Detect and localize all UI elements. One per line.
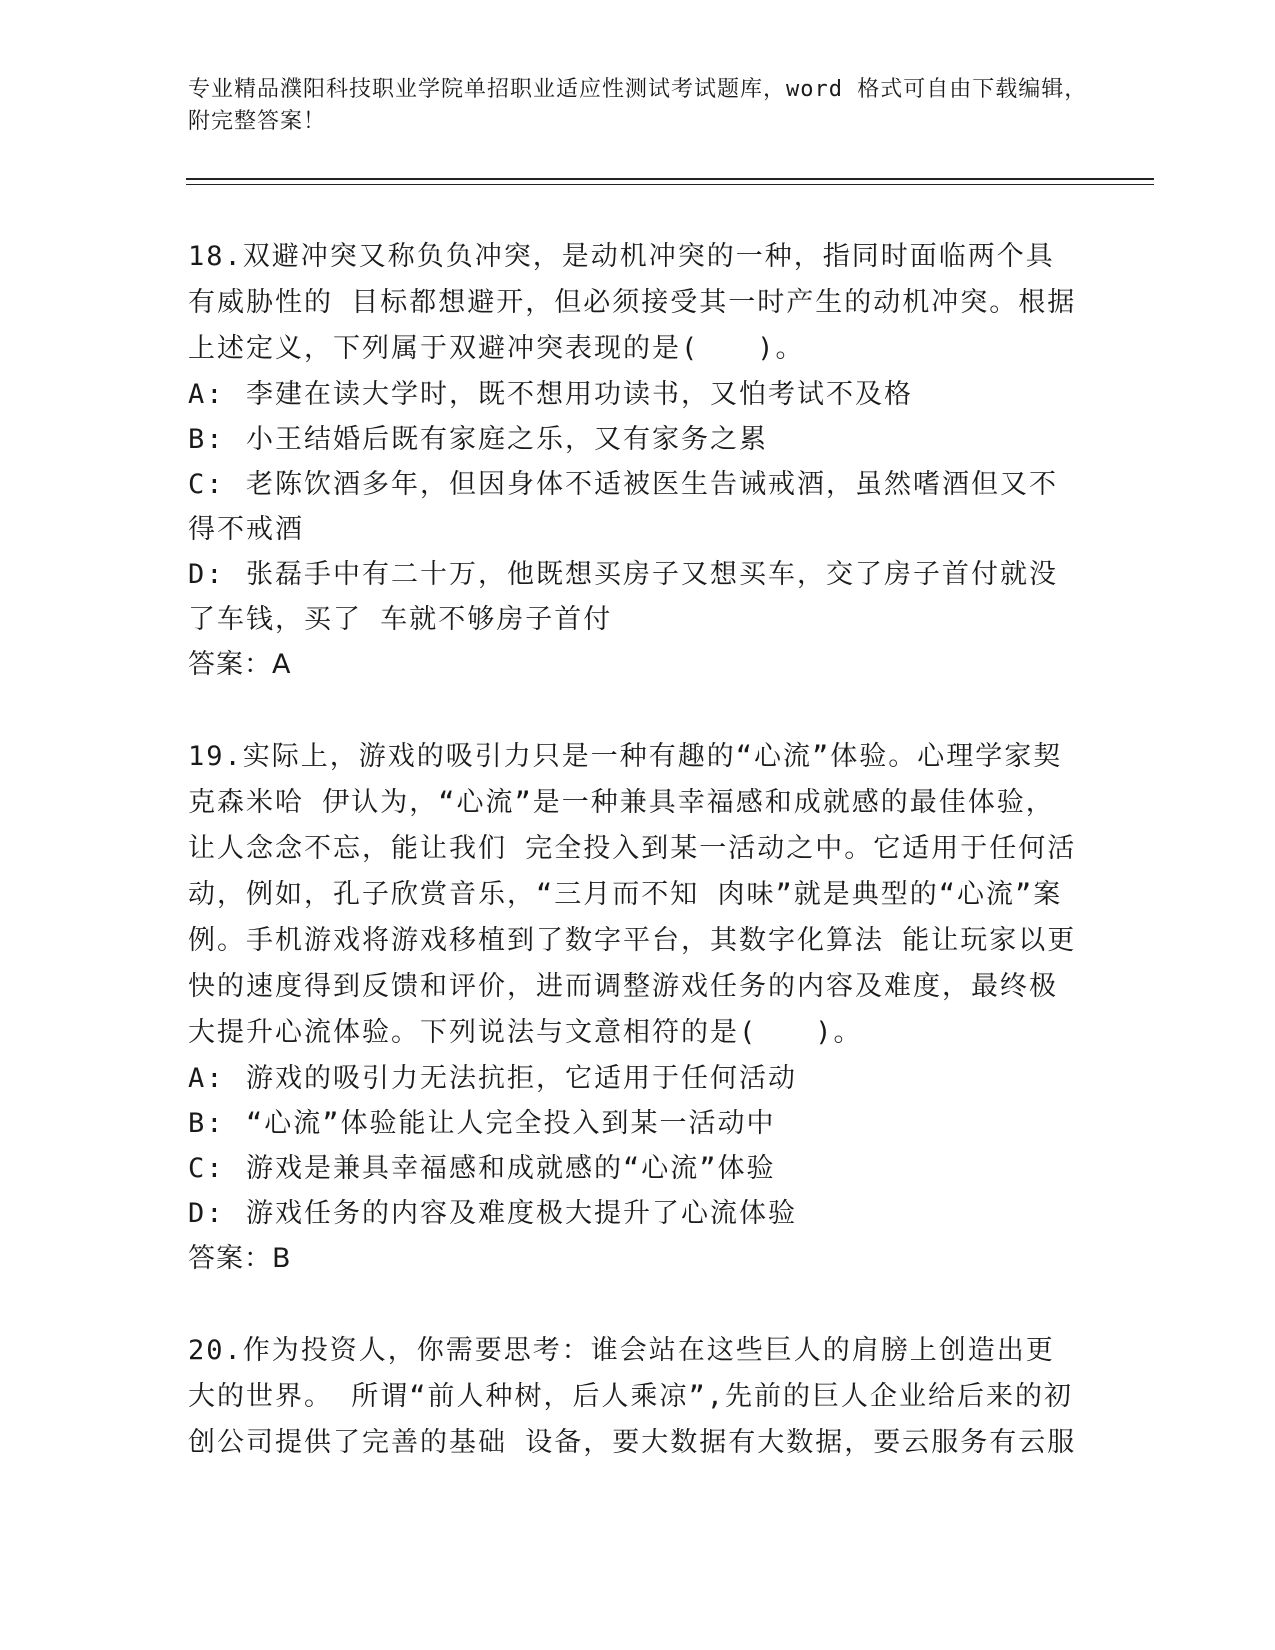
question-text: 18.双避冲突又称负负冲突，是动机冲突的一种，指同时面临两个具有威胁性的 目标都想避开，但必须接受其一时产生的动机冲突。根据上述定义，下列属于双避冲突表现的是( )。 <box>188 241 1077 364</box>
option-text: “心流”体验能让人完全投入到某一活动中 <box>246 1108 776 1139</box>
option-a <box>188 372 1078 417</box>
page-header: 专业精品濮阳科技职业学院单招职业适应性测试考试题库，word 格式可自由下载编辑，附完整答案！ <box>188 77 1088 134</box>
option-a <box>188 1056 1078 1101</box>
header-rule-thick <box>186 178 1154 180</box>
answer-label: 答案：A <box>188 649 292 680</box>
header-rule-thin <box>186 184 1154 185</box>
spacer <box>188 1282 1078 1328</box>
answer-label: 答案：B <box>188 1243 292 1274</box>
option-d <box>188 1191 1078 1236</box>
option-text: 张磊手中有二十万，他既想买房子又想买车，交了房子首付就没了车钱，买了 车就不够房子首付 <box>188 559 1058 635</box>
option-letter: D: <box>188 1198 225 1229</box>
option-letter: C: <box>188 469 225 500</box>
question-20 <box>188 1328 1078 1466</box>
option-text: 游戏任务的内容及难度极大提升了心流体验 <box>246 1198 797 1229</box>
question-19 <box>188 734 1078 1282</box>
option-letter: A: <box>188 1063 225 1094</box>
option-text: 游戏是兼具幸福感和成就感的“心流”体验 <box>246 1153 776 1184</box>
question-18 <box>188 234 1078 688</box>
question-text: 20.作为投资人，你需要思考：谁会站在这些巨人的肩膀上创造出更大的世界。 所谓“前人种树，后人乘凉”,先前的巨人企业给后来的初创公司提供了完善的基础 设备，要大数据有大数据，要云服务有云服 <box>188 1335 1077 1458</box>
option-letter: C: <box>188 1153 225 1184</box>
option-c <box>188 1146 1078 1191</box>
option-letter: A: <box>188 379 225 410</box>
option-letter: D: <box>188 559 225 590</box>
option-d <box>188 552 1078 642</box>
option-text: 游戏的吸引力无法抗拒，它适用于任何活动 <box>246 1063 797 1094</box>
option-text: 小王结婚后既有家庭之乐，又有家务之累 <box>246 424 768 455</box>
question-text: 19.实际上，游戏的吸引力只是一种有趣的“心流”体验。心理学家契克森米哈 伊认为，“心流”是一种兼具幸福感和成就感的最佳体验，让人念念不忘，能让我们 完全投入到某一活动之中。它适用于任何活动，例如，孔子欣赏音乐，“三月而不知 肉味”就是典型的“心流”案例。手机游戏将游戏移植到了数字平台，其数字化算法 能让玩家以更快的速度得到反馈和评价，进而调整游戏任务的内容及难度，最终极大提升心流体验。下列说法与文意相符的是( )。 <box>188 741 1077 1048</box>
option-b <box>188 1101 1078 1146</box>
document-body <box>188 234 1078 1466</box>
option-text: 老陈饮酒多年，但因身体不适被医生告诫戒酒，虽然嗜酒但又不得不戒酒 <box>188 469 1058 545</box>
option-letter: B: <box>188 1108 225 1139</box>
spacer <box>188 688 1078 734</box>
option-c <box>188 462 1078 552</box>
option-letter: B: <box>188 424 225 455</box>
option-text: 李建在读大学时，既不想用功读书，又怕考试不及格 <box>246 379 913 410</box>
option-b <box>188 417 1078 462</box>
